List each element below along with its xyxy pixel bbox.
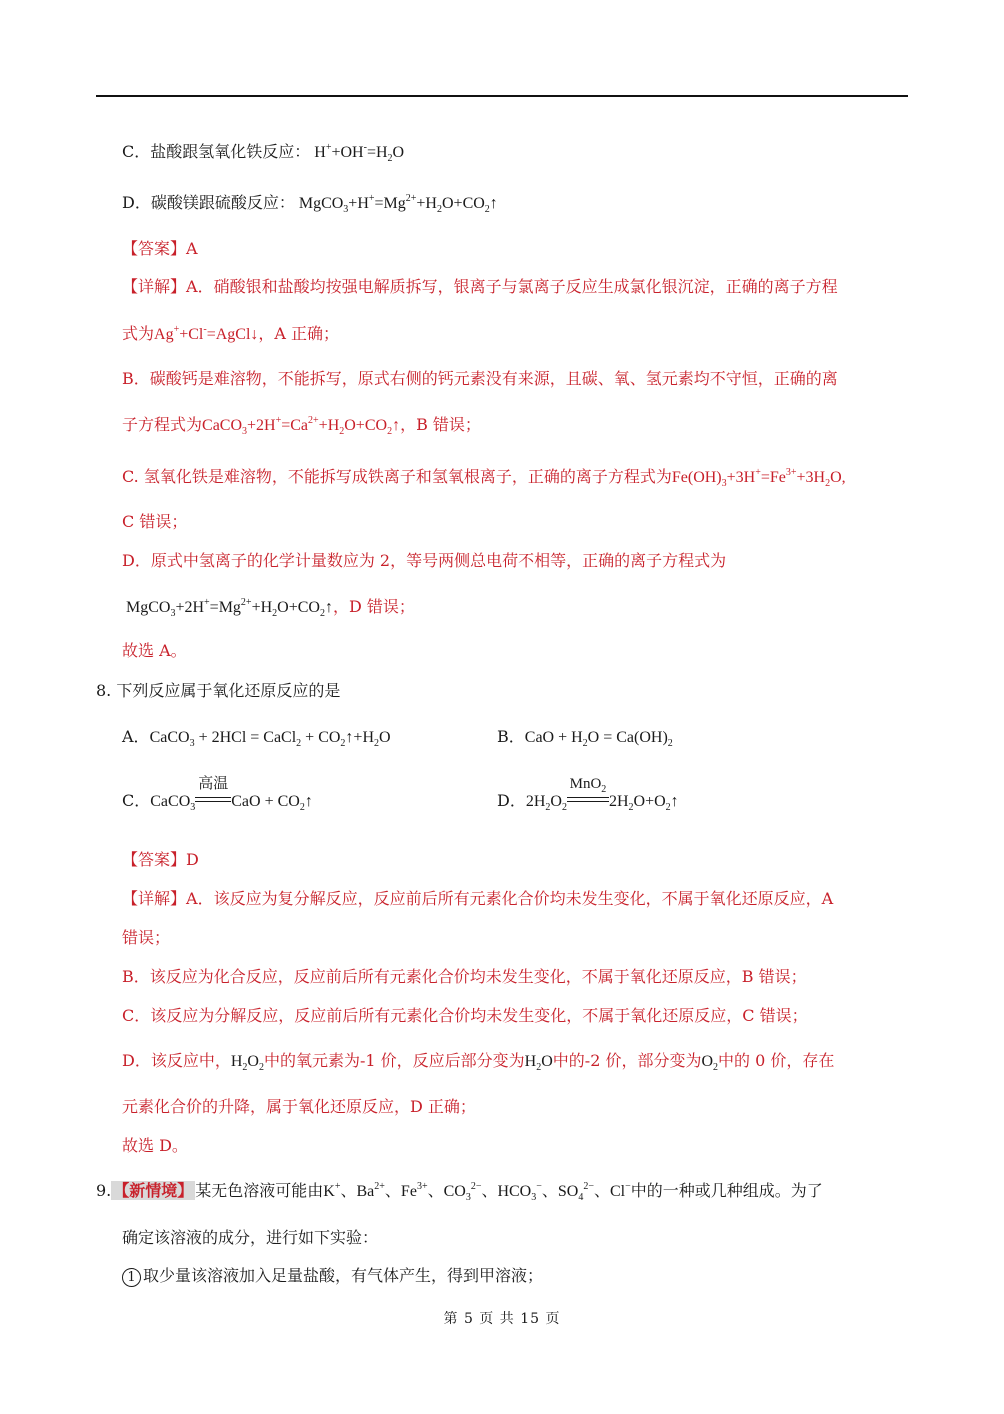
q8-detail-a-line1: 【详解】A．该反应为复分解反应，反应前后所有元素化合价均未发生变化，不属于氧化还原反应，A [122,889,834,908]
circled-number-1: 1 [122,1268,141,1287]
q8-option-c: C．CaCO$_3$ 高温 CaO + $CO_2↑$ [122,776,313,813]
q7-detail-a-line1: 【详解】A．硝酸银和盐酸均按强电解质拆写，银离子与氯离子反应生成氯化银沉淀，正确的离子方程 [122,277,838,296]
q8-detail-a-line2: 错误； [122,928,171,947]
q7-answer: 【答案】A [122,239,198,258]
q7-detail-c-line1: C. 氢氧化铁是难溶物，不能拆写成铁离子和氢氧根离子，正确的离子方程式为$Fe(OH)_3+3H^+=Fe^{3+}+3H_2O$, [122,467,846,489]
q7-detail-a-line2: 式为Ag++Cl-=AgCl↓，A 正确； [122,324,340,343]
q8-detail-c: C．该反应为分解反应，反应前后所有元素化合价均未发生变化，不属于氧化还原反应，C 错误； [122,1006,808,1025]
q8-detail-b: B．该反应为化合反应，反应前后所有元素化合价均未发生变化，不属于氧化还原反应，B 错误； [122,967,807,986]
q8-option-d: D．$2H_2O_2$ MnO$_2$ $2H_2O+O_2↑$ [497,776,679,813]
q8-conclusion: 故选 D。 [122,1136,188,1155]
q7-detail-b-line2: 子方程式为$CaCO_3+2H^+=Ca^{2+}+H_2O+CO_2↑$，B 错误； [122,415,481,437]
q9-stem-line1: 9. 【新情境】 某无色溶液可能由K+、$Ba^{2+}$、$Fe^{3+}$、$CO_3^{2-}$、$HCO_3^-$、$SO_4^{2-}$、Cl−中的一种或几种组成。为了 [96,1181,823,1203]
q7-option-c: C．盐酸跟氢氧化铁反应： $H^++OH^-=H_2O$ [122,142,405,164]
q7-conclusion: 故选 A。 [122,641,187,660]
new-context-tag: 【新情境】 [113,1181,194,1200]
q8-stem: 8. 下列反应属于氧化还原反应的是 [96,681,341,700]
q7-option-d: D．碳酸镁跟硫酸反应： $MgCO_3+H^+=Mg^{2+}+H_2O+CO_2↑$ [122,193,498,215]
q9-stem-line2: 确定该溶液的成分，进行如下实验： [122,1228,379,1247]
q8-detail-d-line1: D．该反应中，$H_2O_2$中的氧元素为-1 价，反应后部分变为$H_2O$中的-2 价，部分变为$O_2$中的 0 价，存在 [122,1051,835,1073]
q8-option-a: A．CaCO$_3$ + 2HCl = CaCl$_2$ + $CO_2↑+H_2O$ [122,727,391,749]
q7-detail-d-line1: D．原式中氢离子的化学计量数应为 2，等号两侧总电荷不相等，正确的离子方程式为 [122,551,727,570]
q8-detail-d-line2: 元素化合价的升降，属于氧化还原反应，D 正确； [122,1097,476,1116]
q7-detail-b-line1: B．碳酸钙是难溶物，不能拆写，原式右侧的钙元素没有来源，且碳、氧、氢元素均不守恒，正确的离 [122,369,838,388]
q8-option-b: B．CaO + $H_2O = Ca(OH)_2$ [497,727,673,749]
header-rule [96,95,908,97]
page-footer: 第 5 页 共 15 页 [443,1311,561,1327]
q9-step1: 1 取少量该溶液加入足量盐酸，有气体产生，得到甲溶液； [122,1265,543,1287]
q8-answer: 【答案】D [122,850,199,869]
q7-detail-c-line2: C 错误； [122,512,188,531]
q7-detail-d-line2: $MgCO_3+2H^+=Mg^{2+}+H_2O+CO_2↑$，D 错误； [122,597,415,619]
